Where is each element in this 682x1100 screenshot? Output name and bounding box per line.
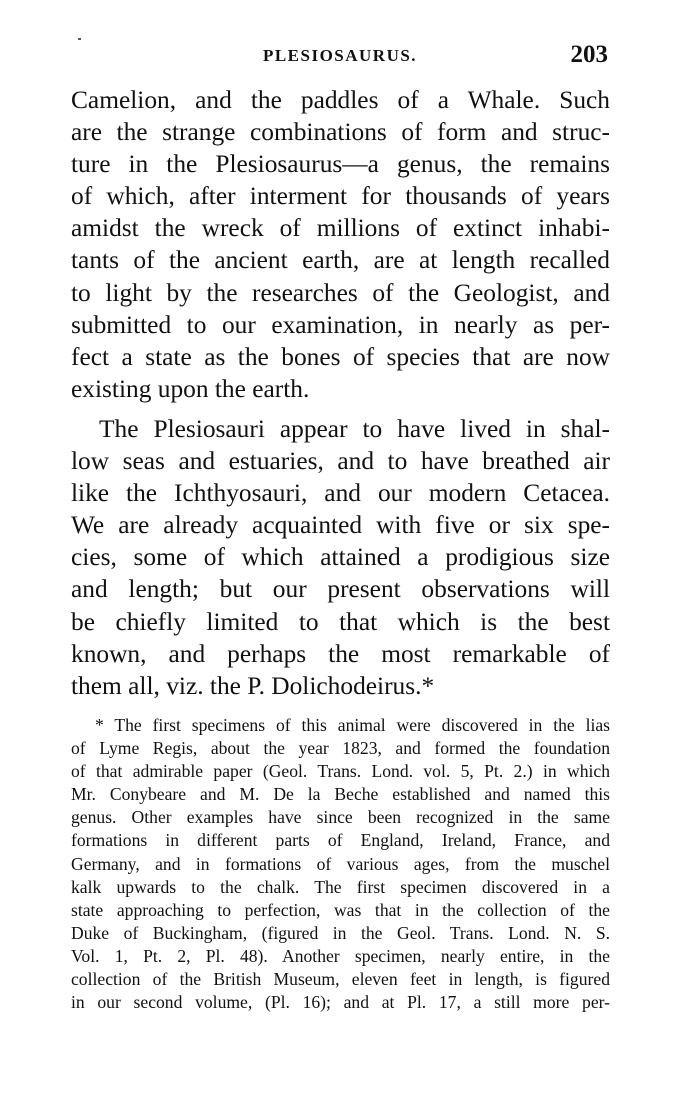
running-title: PLESIOSAURUS.: [262, 46, 418, 65]
text-line: existing upon the earth.: [71, 374, 310, 403]
text-line: ture in the Plesiosaurus—a genus, the remains: [71, 150, 610, 179]
text-line: are the strange combinations of form and struc-: [71, 118, 610, 147]
text-line: them all, viz. the P. Dolichodeirus.*: [71, 671, 435, 700]
footnote-line: Vol. 1, Pt. 2, Pl. 48). Another specimen, nearly entire, in the: [71, 945, 610, 966]
text-line: The Plesiosauri appear to have lived in shal-: [99, 414, 610, 443]
text-line: like the Ichthyosauri, and our modern Cetacea.: [71, 479, 610, 508]
footnote-line: formations in different parts of England, Ireland, France, and: [71, 830, 610, 851]
footnote-line: * The first specimens of this animal were discovered in the lias: [95, 715, 610, 735]
footnote: [71, 714, 610, 1014]
footnote-line: collection of the British Museum, eleven feet in length, is figured: [71, 969, 610, 990]
footnote-line: of Lyme Regis, about the year 1823, and formed the foundation: [71, 738, 610, 759]
running-head: [72, 42, 608, 72]
footnote-line: Mr. Conybeare and M. De la Beche established and named this: [71, 784, 610, 805]
text-line: and length; but our present observations will: [71, 575, 610, 604]
text-line: submitted to our examination, in nearly as per-: [71, 310, 610, 339]
paragraph-2: [71, 413, 610, 702]
text-line: of which, after interment for thousands of years: [71, 182, 610, 211]
footnote-line: kalk upwards to the chalk. The first specimen discovered in a: [71, 876, 610, 897]
footnote-line: in our second volume, (Pl. 16); and at Pl. 17, a still more per-: [71, 992, 610, 1013]
paragraph-gap: [71, 405, 610, 413]
text-line: be chiefly limited to that which is the best: [71, 607, 610, 636]
text-line: We are already acquainted with five or six spe-: [71, 511, 610, 540]
page-number: 203: [570, 41, 608, 68]
text-line: cies, some of which attained a prodigious size: [71, 543, 610, 572]
text-line: known, and perhaps the most remarkable of: [71, 639, 610, 668]
text-line: low seas and estuaries, and to have breathed air: [71, 447, 610, 476]
text-line: amidst the wreck of millions of extinct inhabi-: [71, 214, 610, 243]
footnote-line: Germany, and in formations of various ages, from the muschel: [71, 853, 610, 874]
text-line: to light by the researches of the Geologist, and: [71, 278, 610, 307]
paragraph-1: [71, 84, 610, 405]
body-text: [71, 84, 610, 702]
text-line: fect a state as the bones of species that are now: [71, 342, 610, 371]
footnote-line: of that admirable paper (Geol. Trans. Lond. vol. 5, Pt. 2.) in which: [71, 761, 610, 782]
text-line: Camelion, and the paddles of a Whale. Such: [71, 86, 610, 114]
footnote-line: genus. Other examples have since been recognized in the same: [71, 807, 610, 828]
print-speck: [78, 38, 81, 40]
footnote-line: state approaching to perfection, was that in the collection of the: [71, 899, 610, 920]
text-line: tants of the ancient earth, are at length recalled: [71, 246, 610, 275]
footnote-line: Duke of Buckingham, (figured in the Geol. Trans. Lond. N. S.: [71, 922, 610, 943]
